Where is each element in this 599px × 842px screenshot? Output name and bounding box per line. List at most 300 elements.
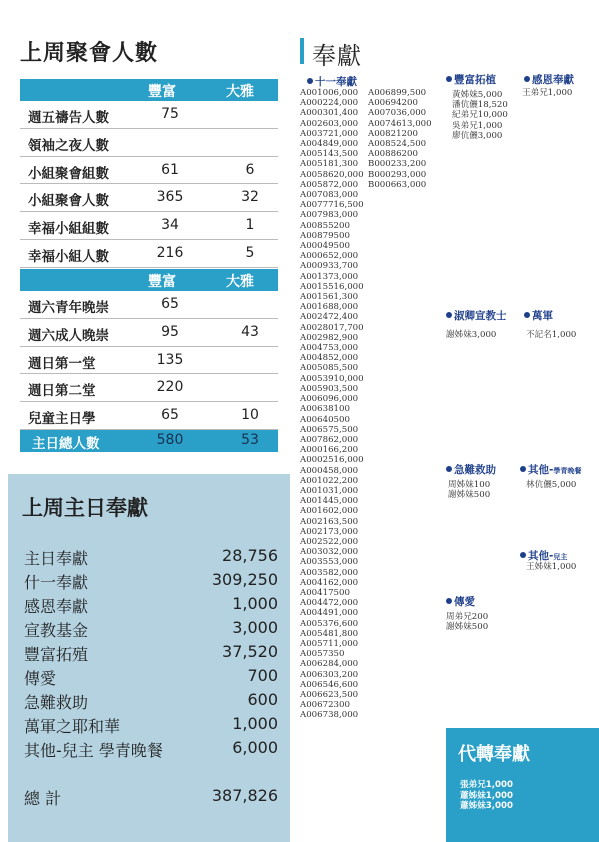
tithe-entry xyxy=(368,129,432,139)
tithe-id: A00708 xyxy=(300,190,334,201)
tithe-amount: 200 xyxy=(401,98,418,109)
tithe-id: A00539 xyxy=(300,373,334,384)
tithe-id: A00049 xyxy=(300,241,334,252)
offering-summary-title: 上周主日奉獻 xyxy=(22,496,148,520)
donor-name: 張弟兄 xyxy=(460,780,486,790)
section-qita2 xyxy=(520,548,567,563)
offering-row xyxy=(24,570,286,594)
donor-amount: 1,000 xyxy=(551,330,577,340)
section-tithe-title: 十一奉獻 xyxy=(315,76,357,88)
tithe-id: A00628 xyxy=(300,659,334,670)
tithe-amount: 3,200 xyxy=(401,159,427,170)
tithe-id: A00280 xyxy=(300,322,334,333)
tithe-id: A00155 xyxy=(300,281,334,292)
tithe-amount: 3,500 xyxy=(333,516,359,527)
bullet-icon xyxy=(520,466,526,472)
total-row xyxy=(20,430,278,452)
tithe-id: A00156 xyxy=(300,292,334,303)
tithe-entry xyxy=(300,568,364,578)
tithe-entry xyxy=(300,670,364,680)
offering-row xyxy=(24,666,286,690)
donor-name: 周姊妹 xyxy=(448,480,474,490)
section-xuanjiao xyxy=(446,308,507,323)
row-label: 領袖之夜人數 xyxy=(28,137,109,154)
row-fengfu-value: 61 xyxy=(161,161,179,178)
tithe-entry xyxy=(300,149,364,159)
offering-row xyxy=(24,594,286,618)
tithe-amount: 2,000 xyxy=(333,251,359,262)
section-qita1 xyxy=(520,462,581,477)
tithe-id: A00573 xyxy=(300,649,334,660)
transfer-entry xyxy=(460,780,513,791)
section-fengfu xyxy=(446,72,496,87)
tithe-id: A00102 xyxy=(300,475,334,486)
table-row xyxy=(20,212,278,240)
tithe-id: A00662 xyxy=(300,689,334,700)
section-tithe xyxy=(307,74,357,89)
tithe-entry xyxy=(300,292,364,302)
table-row xyxy=(20,402,278,430)
tithe-entry xyxy=(300,323,364,333)
tithe-id: A00852 xyxy=(368,139,402,150)
offering-value: 700 xyxy=(247,666,278,685)
tithe-amount: 500 xyxy=(333,587,350,598)
tithe-entry xyxy=(368,149,432,159)
table-row xyxy=(20,291,278,319)
tithe-id: A00358 xyxy=(300,567,334,578)
row-fengfu-value: 135 xyxy=(156,351,184,368)
row-label: 週日第二堂 xyxy=(28,383,96,400)
col-daya: 大雅 xyxy=(226,84,254,100)
tithe-amount: 3,700 xyxy=(333,261,359,272)
tithe-entry xyxy=(368,88,432,98)
tithe-id: A00798 xyxy=(300,210,334,221)
tithe-id: A00022 xyxy=(300,98,334,109)
section-qita1-list xyxy=(526,480,576,490)
tithe-entry xyxy=(300,710,364,720)
tithe-entry xyxy=(300,343,364,353)
row-label: 幸福小組人數 xyxy=(28,248,109,265)
tithe-amount: 16,500 xyxy=(333,200,364,211)
tithe-id: A00252 xyxy=(300,536,334,547)
tithe-entry xyxy=(300,435,364,445)
tithe-id: A00640 xyxy=(300,414,334,425)
tithe-id: A00449 xyxy=(300,608,334,619)
tithe-entry xyxy=(300,690,364,700)
tithe-amount: 2,000 xyxy=(333,567,359,578)
tithe-entry xyxy=(368,139,432,149)
tithe-entry xyxy=(300,680,364,690)
bullet-icon xyxy=(446,598,452,604)
tithe-entry xyxy=(300,445,364,455)
tithe-amount: 1,000 xyxy=(333,608,359,619)
offering-value: 1,000 xyxy=(232,714,278,733)
tithe-id: A00630 xyxy=(300,669,334,680)
donor-name: 周弟兄 xyxy=(446,612,472,622)
table-row xyxy=(20,184,278,212)
donor-amount: 1,000 xyxy=(485,780,513,790)
tithe-amount: 5,500 xyxy=(333,424,359,435)
offering-row xyxy=(24,714,286,738)
donor-entry xyxy=(522,88,572,98)
tithe-amount: 1,000 xyxy=(333,485,359,496)
donor-name: 潘伉儷 xyxy=(452,100,478,111)
offering-value: 6,000 xyxy=(232,738,278,757)
section-qita2-list xyxy=(526,562,576,572)
tithe-amount: 8,000 xyxy=(333,465,359,476)
section-wanjun xyxy=(524,308,553,323)
tithe-amount: 2,000 xyxy=(333,598,359,609)
tithe-id: B00029 xyxy=(368,169,402,180)
donor-entry xyxy=(446,612,488,622)
bullet-icon xyxy=(524,76,530,82)
row-fengfu-value: 75 xyxy=(161,106,179,122)
tithe-id: A00144 xyxy=(300,496,334,507)
tithe-id: B00023 xyxy=(368,159,402,170)
tithe-entry xyxy=(300,700,364,710)
donor-amount: 5,000 xyxy=(477,90,503,100)
col-daya: 大雅 xyxy=(226,274,254,290)
tithe-id: B00066 xyxy=(368,179,402,190)
tithe-entry xyxy=(300,415,364,425)
tithe-entry xyxy=(300,506,364,516)
donor-amount: 500 xyxy=(471,622,489,633)
tithe-amount: 2,400 xyxy=(333,312,359,323)
tithe-amount: 200 xyxy=(401,128,418,139)
donor-entry xyxy=(452,90,508,100)
tithe-amount: 16,000 xyxy=(333,281,364,292)
tithe-amount: 500 xyxy=(333,414,350,425)
tithe-id: A00137 xyxy=(300,271,334,282)
section-fengfu-list xyxy=(452,90,508,141)
tithe-id: A00548 xyxy=(300,628,334,639)
transfer-entry xyxy=(460,791,513,802)
tithe-amount: 500 xyxy=(333,241,350,252)
section-title: 萬軍 xyxy=(532,310,553,322)
tithe-entry xyxy=(300,466,364,476)
tithe-entry xyxy=(300,649,364,659)
tithe-amount: 9,500 xyxy=(401,88,427,98)
tithe-amount: 2,900 xyxy=(333,332,359,343)
tithe-id: A00030 xyxy=(300,108,334,119)
donor-name: 謝姊妹 xyxy=(446,622,472,633)
tithe-id: A00672 xyxy=(300,700,334,711)
tithe-entry xyxy=(300,578,364,588)
tithe-amount: 6,000 xyxy=(333,88,359,98)
tithe-entry xyxy=(368,159,432,169)
tithe-id: A00372 xyxy=(300,128,334,139)
tithe-id: A00537 xyxy=(300,618,334,629)
tithe-entry xyxy=(300,119,364,129)
tithe-entry xyxy=(300,476,364,486)
tithe-id: A00168 xyxy=(300,302,334,313)
tithe-entry xyxy=(300,639,364,649)
tithe-amount: 3,500 xyxy=(333,149,359,160)
col-fengfu: 豐富 xyxy=(148,84,176,100)
tithe-id: A00484 xyxy=(300,139,334,150)
tithe-amount: 2,000 xyxy=(333,179,359,190)
section-jinan-list xyxy=(448,480,490,500)
row-fengfu-value: 365 xyxy=(156,189,184,206)
attendance-table-2 xyxy=(20,269,278,452)
offering-label: 主日奉獻 xyxy=(24,549,89,568)
tithe-id: A00514 xyxy=(300,149,334,160)
donor-amount: 200 xyxy=(471,612,489,622)
row-daya-value: 6 xyxy=(245,161,255,178)
donor-amount: 1,000 xyxy=(485,790,513,801)
bullet-icon xyxy=(446,312,452,318)
tithe-id: A00485 xyxy=(300,353,334,364)
tithe-id: A00694 xyxy=(368,98,402,109)
tithe-entry xyxy=(300,608,364,618)
tithe-amount: 1,000 xyxy=(333,128,359,139)
tithe-entry xyxy=(300,384,364,394)
section-title: 感恩奉獻 xyxy=(532,74,574,86)
tithe-entry xyxy=(368,119,432,129)
tithe-entry xyxy=(300,241,364,251)
table-row xyxy=(20,374,278,402)
tithe-id: A00777 xyxy=(300,200,334,211)
offering-value: 1,000 xyxy=(232,594,278,613)
row-fengfu-value: 34 xyxy=(161,217,179,234)
bullet-icon xyxy=(520,552,526,558)
offering-row xyxy=(24,738,286,762)
tithe-entry xyxy=(300,629,364,639)
section-subtitle: 兒主 xyxy=(553,553,568,561)
bullet-icon xyxy=(524,312,530,318)
tithe-id: A00571 xyxy=(300,638,334,649)
tithe-amount: 3,200 xyxy=(333,669,359,680)
tithe-amount: 100 xyxy=(333,404,350,415)
tithe-amount: 2,000 xyxy=(333,577,359,588)
offering-label: 其他-兒主 學青晚餐 xyxy=(24,741,163,760)
bullet-icon xyxy=(307,78,313,84)
tithe-amount: 3,000 xyxy=(333,526,359,537)
tithe-amount: 3,000 xyxy=(333,271,359,282)
tithe-entry xyxy=(368,170,432,180)
tithe-amount: 2,200 xyxy=(333,475,359,486)
tithe-entry xyxy=(300,139,364,149)
donor-name: 吳弟兄 xyxy=(452,120,478,131)
tithe-amount: 2,000 xyxy=(333,434,359,445)
tithe-amount: 3,000 xyxy=(333,118,359,129)
tithe-entry xyxy=(300,180,364,190)
tithe-amount: 2,000 xyxy=(333,353,359,364)
tithe-amount: 4,000 xyxy=(333,659,359,670)
donor-amount: 1,000 xyxy=(547,88,573,98)
donor-amount: 100 xyxy=(473,480,491,490)
tithe-id: A00609 xyxy=(300,394,334,405)
donor-amount: 18,520 xyxy=(477,100,508,111)
tithe-entry xyxy=(300,129,364,139)
donor-name: 謝姊妹 xyxy=(446,330,472,340)
offering-row xyxy=(24,546,286,570)
tithe-id: A00689 xyxy=(368,88,402,98)
offering-total-value: 387,826 xyxy=(211,786,278,805)
row-label: 週六青年晚崇 xyxy=(28,300,109,316)
section-title: 急難救助 xyxy=(454,464,496,476)
donor-name: 王姊妹 xyxy=(526,562,552,572)
offering-total-row xyxy=(24,786,286,810)
tithe-amount: 2,000 xyxy=(333,506,359,517)
tithe-amount: 50 xyxy=(333,649,345,660)
offering-label: 豐富拓殖 xyxy=(24,645,89,664)
transfer-offering-box xyxy=(446,728,599,842)
offering-label: 宣教基金 xyxy=(24,621,89,640)
tithe-amount: 13,000 xyxy=(401,118,432,129)
donor-amount: 1,000 xyxy=(551,562,577,572)
tithe-entry xyxy=(300,374,364,384)
tithe-amount: 1,300 xyxy=(333,292,359,303)
donor-entry xyxy=(526,330,576,340)
table-row xyxy=(20,157,278,185)
table-row xyxy=(20,129,278,157)
tithe-id: A00879 xyxy=(300,230,334,241)
row-fengfu-value: 65 xyxy=(161,296,179,312)
tithe-amount: 2,000 xyxy=(333,536,359,547)
tithe-amount: 3,000 xyxy=(401,169,427,180)
tithe-entry xyxy=(300,404,364,414)
section-title: 傳愛 xyxy=(454,596,475,608)
donor-amount: 1,000 xyxy=(477,120,503,131)
donor-entry xyxy=(526,480,576,490)
tithe-amount: 1,400 xyxy=(333,108,359,119)
tithe-amount: 3,000 xyxy=(333,190,359,201)
tithe-amount: 6,600 xyxy=(333,679,359,690)
tithe-amount: 3,500 xyxy=(333,383,359,394)
tithe-id: A00855 xyxy=(300,220,334,231)
section-chuanai xyxy=(446,594,475,609)
tithe-id: A00217 xyxy=(300,526,334,537)
tithe-entry xyxy=(300,659,364,669)
tithe-id: A00586 xyxy=(300,169,334,180)
donor-name: 不記名 xyxy=(526,330,552,340)
tithe-id: A00638 xyxy=(300,404,334,415)
donor-entry xyxy=(452,131,508,141)
tithe-id: A00654 xyxy=(300,679,334,690)
tithe-id: A00303 xyxy=(300,547,334,558)
title-accent-bar xyxy=(300,38,304,64)
donor-entry xyxy=(526,562,576,572)
tithe-entry xyxy=(300,557,364,567)
section-wanjun-list xyxy=(526,330,576,340)
row-label: 小組聚會人數 xyxy=(28,193,109,210)
tithe-id: A00093 xyxy=(300,261,334,272)
donor-amount: 500 xyxy=(473,490,491,501)
section-ganen xyxy=(524,72,574,87)
tithe-id: A00587 xyxy=(300,179,334,190)
tithe-entry xyxy=(300,272,364,282)
tithe-amount: 1,000 xyxy=(333,638,359,649)
offering-label: 傳愛 xyxy=(24,669,57,688)
row-label: 週五禱告人數 xyxy=(28,110,109,126)
donor-name: 王弟兄 xyxy=(522,88,548,98)
donor-entry xyxy=(452,100,508,110)
offering-label: 感恩奉獻 xyxy=(24,597,89,616)
donor-amount: 5,000 xyxy=(551,480,577,490)
offering-label: 萬軍之耶和華 xyxy=(24,717,121,736)
row-fengfu-value: 220 xyxy=(156,379,184,396)
tithe-id: A00416 xyxy=(300,577,334,588)
offering-value: 28,756 xyxy=(222,546,278,565)
tithe-id: A00298 xyxy=(300,332,334,343)
tithe-entry xyxy=(300,261,364,271)
tithe-id: A00447 xyxy=(300,598,334,609)
tithe-amount: 3,000 xyxy=(333,343,359,354)
tithe-entry xyxy=(300,231,364,241)
tithe-id: A00673 xyxy=(300,710,334,721)
tithe-entry xyxy=(300,486,364,496)
tithe-amount: 6,600 xyxy=(333,618,359,629)
tithe-entry xyxy=(300,588,364,598)
tithe-entry xyxy=(368,108,432,118)
tithe-id: A00417 xyxy=(300,587,334,598)
section-title: 淑卿宣教士 xyxy=(454,310,507,322)
section-chuanai-list xyxy=(446,612,488,632)
tithe-id: A00475 xyxy=(300,343,334,354)
row-daya-value: 1 xyxy=(245,217,255,234)
tithe-entry xyxy=(300,190,364,200)
tithe-id: A00657 xyxy=(300,424,334,435)
total-daya: 53 xyxy=(241,431,259,448)
tithe-list-1 xyxy=(300,88,364,721)
tithe-amount: 3,000 xyxy=(333,210,359,221)
tithe-entry xyxy=(300,547,364,557)
section-ganen-list xyxy=(522,88,572,98)
tithe-entry xyxy=(300,98,364,108)
row-daya-value: 32 xyxy=(241,189,259,206)
donor-name: 黃姊妹 xyxy=(452,90,478,100)
bullet-icon xyxy=(446,466,452,472)
tithe-amount: 2,000 xyxy=(333,547,359,558)
table-header xyxy=(20,269,278,291)
tithe-entry xyxy=(300,108,364,118)
tithe-entry xyxy=(300,312,364,322)
row-label: 小組聚會組數 xyxy=(28,165,109,182)
tithe-entry xyxy=(300,537,364,547)
tithe-entry xyxy=(300,353,364,363)
tithe-amount: 200 xyxy=(333,220,350,231)
tithe-entry xyxy=(300,221,364,231)
donor-name: 廖伉儷 xyxy=(452,130,478,141)
tithe-id: A00355 xyxy=(300,557,334,568)
donor-name: 蕭姊妹 xyxy=(460,801,486,811)
tithe-entry xyxy=(300,88,364,98)
tithe-amount: 6,000 xyxy=(333,394,359,405)
section-title: 其他- xyxy=(528,464,554,476)
table-row xyxy=(20,240,278,268)
attendance-table-1 xyxy=(20,79,278,268)
offering-detail-title: 奉獻 xyxy=(312,42,362,70)
donor-name: 林伉儷 xyxy=(526,480,552,490)
donor-amount: 3,000 xyxy=(485,801,513,811)
attendance-title: 上周聚會人數 xyxy=(20,41,159,66)
tithe-id: A00886 xyxy=(368,149,402,160)
tithe-id: A00100 xyxy=(300,88,334,98)
tithe-entry xyxy=(300,496,364,506)
tithe-entry xyxy=(300,425,364,435)
tithe-amount: 5,500 xyxy=(333,363,359,374)
tithe-amount: 4,500 xyxy=(401,139,427,150)
offering-row xyxy=(24,642,286,666)
row-daya-value: 10 xyxy=(241,407,259,424)
tithe-entry xyxy=(300,363,364,373)
table-row xyxy=(20,319,278,347)
donor-name: 紀弟兄 xyxy=(452,110,478,121)
offering-row xyxy=(24,690,286,714)
tithe-amount: 3,000 xyxy=(401,179,427,190)
row-label: 週日第一堂 xyxy=(28,355,96,372)
